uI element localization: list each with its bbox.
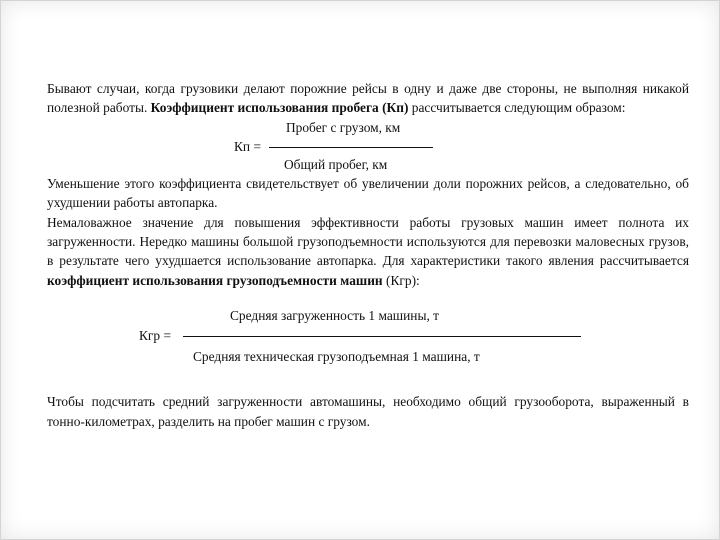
paragraph-load [47, 213, 689, 291]
paragraph-load-tail: (Кгр): [382, 272, 420, 288]
formula-kp-denominator: Общий пробег, км [284, 156, 388, 172]
formula-kp-lhs: Кп = [234, 138, 261, 154]
formula-kgr [47, 304, 689, 382]
paragraph-decrease: Уменьшение этого коэффициента свидетельствует об увеличении доли порожних рейсов, а следовательно, об ухудшении работы автопарка. [47, 175, 689, 211]
paragraph-intro-text: Бывают случаи, когда грузовики делают порожние рейсы в одну и даже две стороны, не выполняя никакой полезной работы. [47, 81, 689, 116]
formula-kgr-numerator: Средняя загруженность 1 машины, т [230, 308, 439, 324]
kgr-term: коэффициент использования грузоподъемности машин [47, 272, 383, 288]
formula-kp [47, 118, 689, 174]
paragraph-intro-tail: рассчитывается следующим образом: [408, 100, 626, 116]
formula-kgr-lhs: Кгр = [139, 328, 172, 344]
paragraph-intro [47, 79, 689, 118]
formula-kgr-denominator: Средняя техническая грузоподъемная 1 машина, т [193, 349, 480, 365]
formula-kp-numerator: Пробег с грузом, км [286, 119, 401, 135]
paragraph-load-text: Немаловажное значение для повышения эффективности работы грузовых машин имеет полнота их загруженности. Нередко машины большой грузоподъемности используются для перевозки маловесных грузов, в результате чего ухудшается использование автопарка. Для характеристики такого явления рассчитывается [47, 214, 689, 269]
formula-kgr-fraction-bar [183, 336, 581, 337]
formula-kp-fraction-bar [269, 147, 433, 148]
kp-term: Коэффициент использования пробега (Кп) [150, 100, 409, 116]
paragraph-calculation: Чтобы подсчитать средний загруженности автомашины, необходимо общий грузооборота, выраженный в тонно-километрах, разделить на пробег машин с грузом. [47, 394, 689, 429]
document-body [47, 79, 689, 431]
